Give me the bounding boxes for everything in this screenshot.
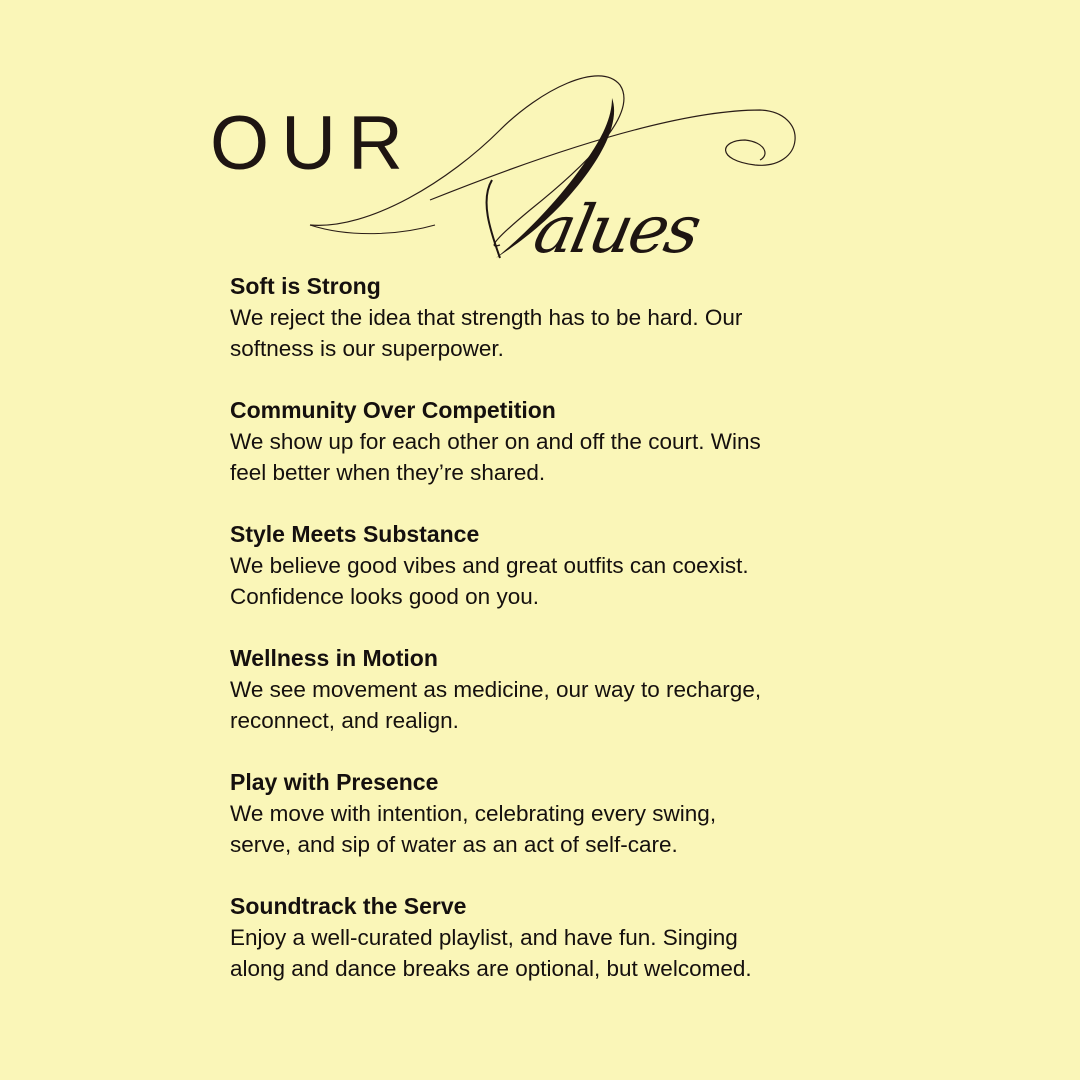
values-list xyxy=(230,270,850,1014)
value-item-soundtrack-the-serve xyxy=(230,890,850,984)
value-item-play-with-presence xyxy=(230,766,850,860)
heading-our-text: OUR xyxy=(210,101,415,186)
value-title: Play with Presence xyxy=(230,769,439,795)
script-v-left xyxy=(487,180,500,258)
value-item-community-over-competition xyxy=(230,394,850,488)
value-description: We see movement as medicine, our way to recharge, reconnect, and realign. xyxy=(230,677,762,733)
value-description: We believe good vibes and great outfits can coexist. Confidence looks good on you. xyxy=(230,553,749,609)
value-item-soft-is-strong xyxy=(230,270,850,364)
value-title: Community Over Competition xyxy=(230,397,556,423)
page-heading xyxy=(200,60,820,270)
value-title: Wellness in Motion xyxy=(230,645,438,671)
value-title: Soundtrack the Serve xyxy=(230,893,467,919)
value-description: We show up for each other on and off the court. Wins feel better when they’re shared. xyxy=(230,429,761,485)
script-swash-tail xyxy=(310,225,435,234)
value-title: Soft is Strong xyxy=(230,273,381,299)
heading-values-script xyxy=(200,60,820,270)
script-letters: alues xyxy=(527,190,706,268)
value-item-style-meets-substance xyxy=(230,518,850,612)
value-description: Enjoy a well-curated playlist, and have fun. Singing along and dance breaks are optional, but welcomed. xyxy=(230,925,752,981)
value-title: Style Meets Substance xyxy=(230,521,480,547)
value-description: We reject the idea that strength has to be hard. Our softness is our superpower. xyxy=(230,305,743,361)
value-item-wellness-in-motion xyxy=(230,642,850,736)
value-description: We move with intention, celebrating every swing, serve, and sip of water as an act of self-care. xyxy=(230,801,717,857)
